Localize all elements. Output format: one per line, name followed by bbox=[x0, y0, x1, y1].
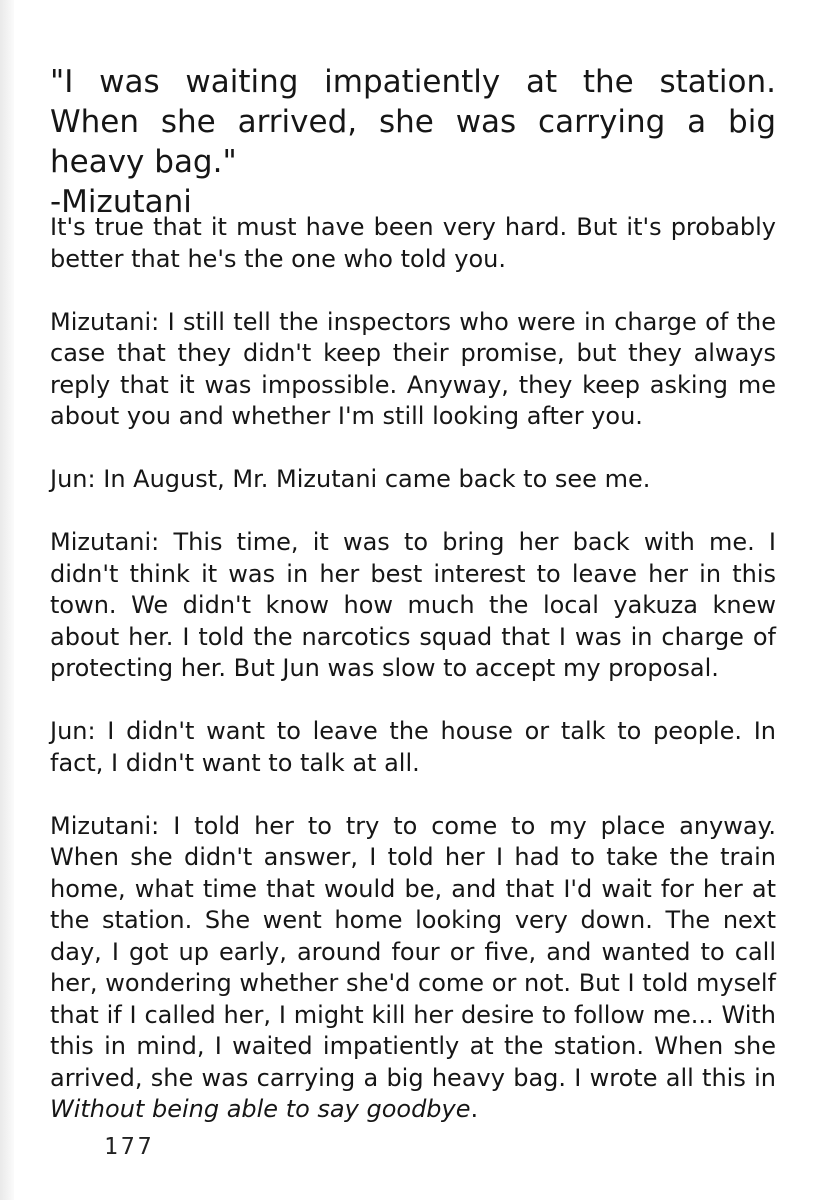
interview-body bbox=[50, 212, 776, 1126]
book-title: Without being able to say goodbye bbox=[50, 1095, 471, 1123]
speaker-label: Jun: bbox=[50, 717, 96, 745]
paragraph-jun-august bbox=[50, 464, 776, 496]
speaker-label: Mizutani: bbox=[50, 811, 160, 840]
paragraph-text: I still tell the inspectors who were in charge of the case that they didn't keep their promise, but they always reply that it was impossible. Anyway, they keep asking me about you and whether I'm still looking after you. bbox=[50, 307, 776, 430]
paragraph-text: In August, Mr. Mizutani came back to see me. bbox=[103, 465, 651, 493]
paragraph-text: I told her to try to come to my place anyway. When she didn't answer, I told her I had to take the train home, what time that would be, and that I'd wait for her at the station. She went home looking very down. The next day, I got up early, around four or five, and wanted to call her, wondering whether she'd come or not. But I told myself that if I called her, I might kill her desire to follow me... With this in mind, I waited impatiently at the station. When she arrived, she was carrying a big heavy bag. I wrote all this in bbox=[50, 811, 776, 1092]
paragraph-intro bbox=[50, 212, 776, 275]
paragraph-ending: . bbox=[470, 1095, 479, 1123]
pull-quote bbox=[50, 62, 776, 222]
paragraph-mizutani-inspectors bbox=[50, 307, 776, 433]
speaker-label: Mizutani: bbox=[50, 307, 160, 336]
paragraph-text: I didn't want to leave the house or talk to people. In fact, I didn't want to talk at all. bbox=[50, 717, 776, 777]
paragraph-jun-leave-house bbox=[50, 716, 776, 779]
pull-quote-text: "I was waiting impatiently at the station. When she arrived, she was carrying a big heavy bag." bbox=[50, 64, 776, 180]
paragraph-text: This time, it was to bring her back with me. I didn't think it was in her best interest to leave her in this town. We didn't know how much the local yakuza knew about her. I told the narcotics squad that I was in charge of protecting her. But Jun was slow to accept my proposal. bbox=[50, 528, 776, 682]
speaker-label: Mizutani: bbox=[50, 528, 160, 556]
paragraph-mizutani-bring-back bbox=[50, 527, 776, 685]
speaker-label: Jun: bbox=[50, 465, 96, 493]
paragraph-mizutani-station bbox=[50, 811, 776, 1126]
pull-quote-attribution: -Mizutani bbox=[50, 184, 192, 220]
page-number: 177 bbox=[104, 1134, 155, 1160]
paragraph-text: It's true that it must have been very hard. But it's probably better that he's the one who told you. bbox=[50, 213, 776, 273]
page-gutter-shadow bbox=[0, 0, 14, 1200]
